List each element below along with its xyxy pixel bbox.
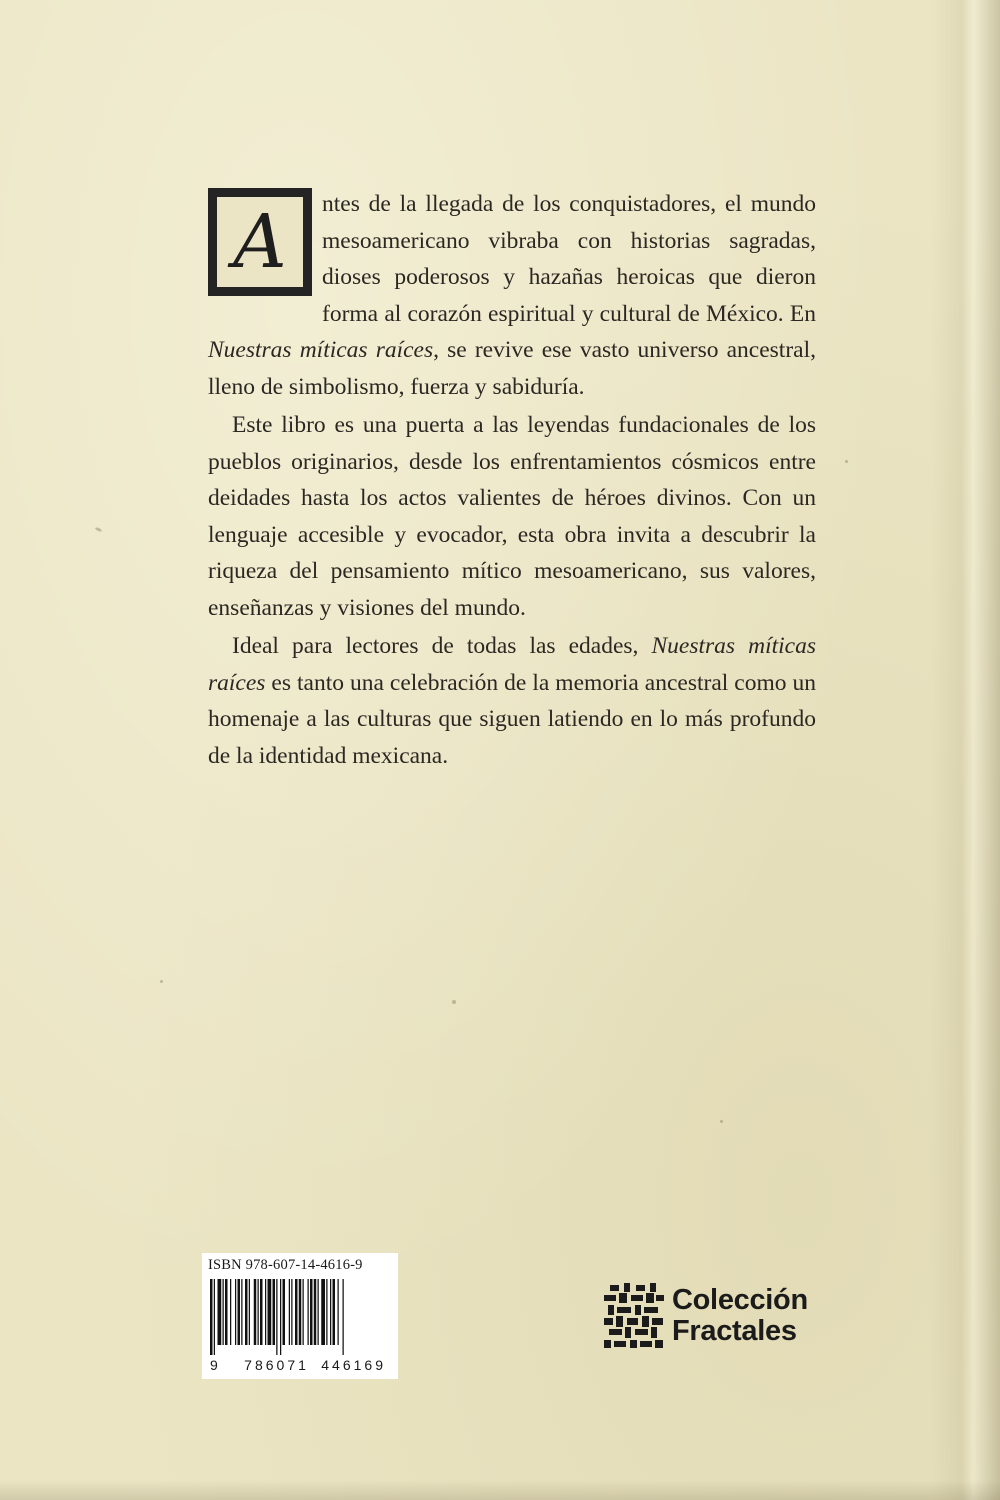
paragraph-1-lead: ntes de la llegada de los conquistadores, el mundo mesoamericano vibraba con historias sagradas, dioses poderosos y hazañas heroicas que dieron forma al corazón espiritual y cultural de México. En: [322, 191, 816, 327]
paragraph-1-tail: , se revive ese vasto universo ancestral, lleno de simbolismo, fuerza y sabiduría.: [208, 337, 816, 400]
book-title-italic: Nuestras míticas raíces: [208, 633, 816, 696]
barcode-digit-lead: 9: [210, 1357, 218, 1373]
synopsis-paragraph-3: [208, 628, 816, 774]
barcode-digits-group-1: 786071: [244, 1357, 309, 1373]
synopsis-paragraph-2: Este libro es una puerta a las leyendas fundacionales de los pueblos originarios, desde los enfrentamientos cósmicos entre deidades hasta los actos valientes de héroes divinos. Con un lenguaje accesible y evocador, esta obra invita a descubrir la riqueza del pensamiento mítico mesoamericano, sus valores, enseñanzas y visiones del mundo.: [208, 412, 816, 621]
paragraph-3-lead: Ideal para lectores de todas las edades,: [232, 633, 652, 659]
dropcap-inner: [215, 195, 305, 289]
publisher-line-2: Fractales: [672, 1315, 797, 1347]
dropcap-frame: [208, 188, 312, 296]
isbn-number: ISBN 978-607-14-4616-9: [208, 1257, 363, 1273]
spine-shadow: [930, 0, 1000, 1500]
barcode-icon: [208, 1279, 390, 1357]
synopsis-paragraph-1: [208, 186, 816, 405]
barcode-digits: [210, 1357, 392, 1373]
paper-speck: [160, 980, 163, 983]
isbn-barcode-label: [202, 1253, 398, 1379]
paragraph-3-tail: es tanto una celebración de la memoria ancestral como un homenaje a las culturas que siguen latiendo en lo más profundo de la identidad mexicana.: [208, 669, 816, 769]
paper-speck: [845, 460, 848, 463]
publisher-name: [672, 1285, 808, 1347]
publisher-line-1: Colección: [672, 1284, 808, 1316]
paper-speck: [720, 1120, 723, 1123]
book-title-italic: Nuestras míticas raíces: [208, 337, 434, 363]
fractal-logo-icon: [604, 1283, 664, 1349]
edge-shadow: [0, 1480, 1000, 1500]
dropcap-letter: A: [233, 199, 287, 285]
publisher-logo: [604, 1282, 808, 1350]
barcode-digits-group-2: 446169: [321, 1357, 386, 1373]
paper-speck: [95, 527, 103, 533]
paper-speck: [452, 1000, 456, 1004]
synopsis-text: [208, 186, 816, 776]
